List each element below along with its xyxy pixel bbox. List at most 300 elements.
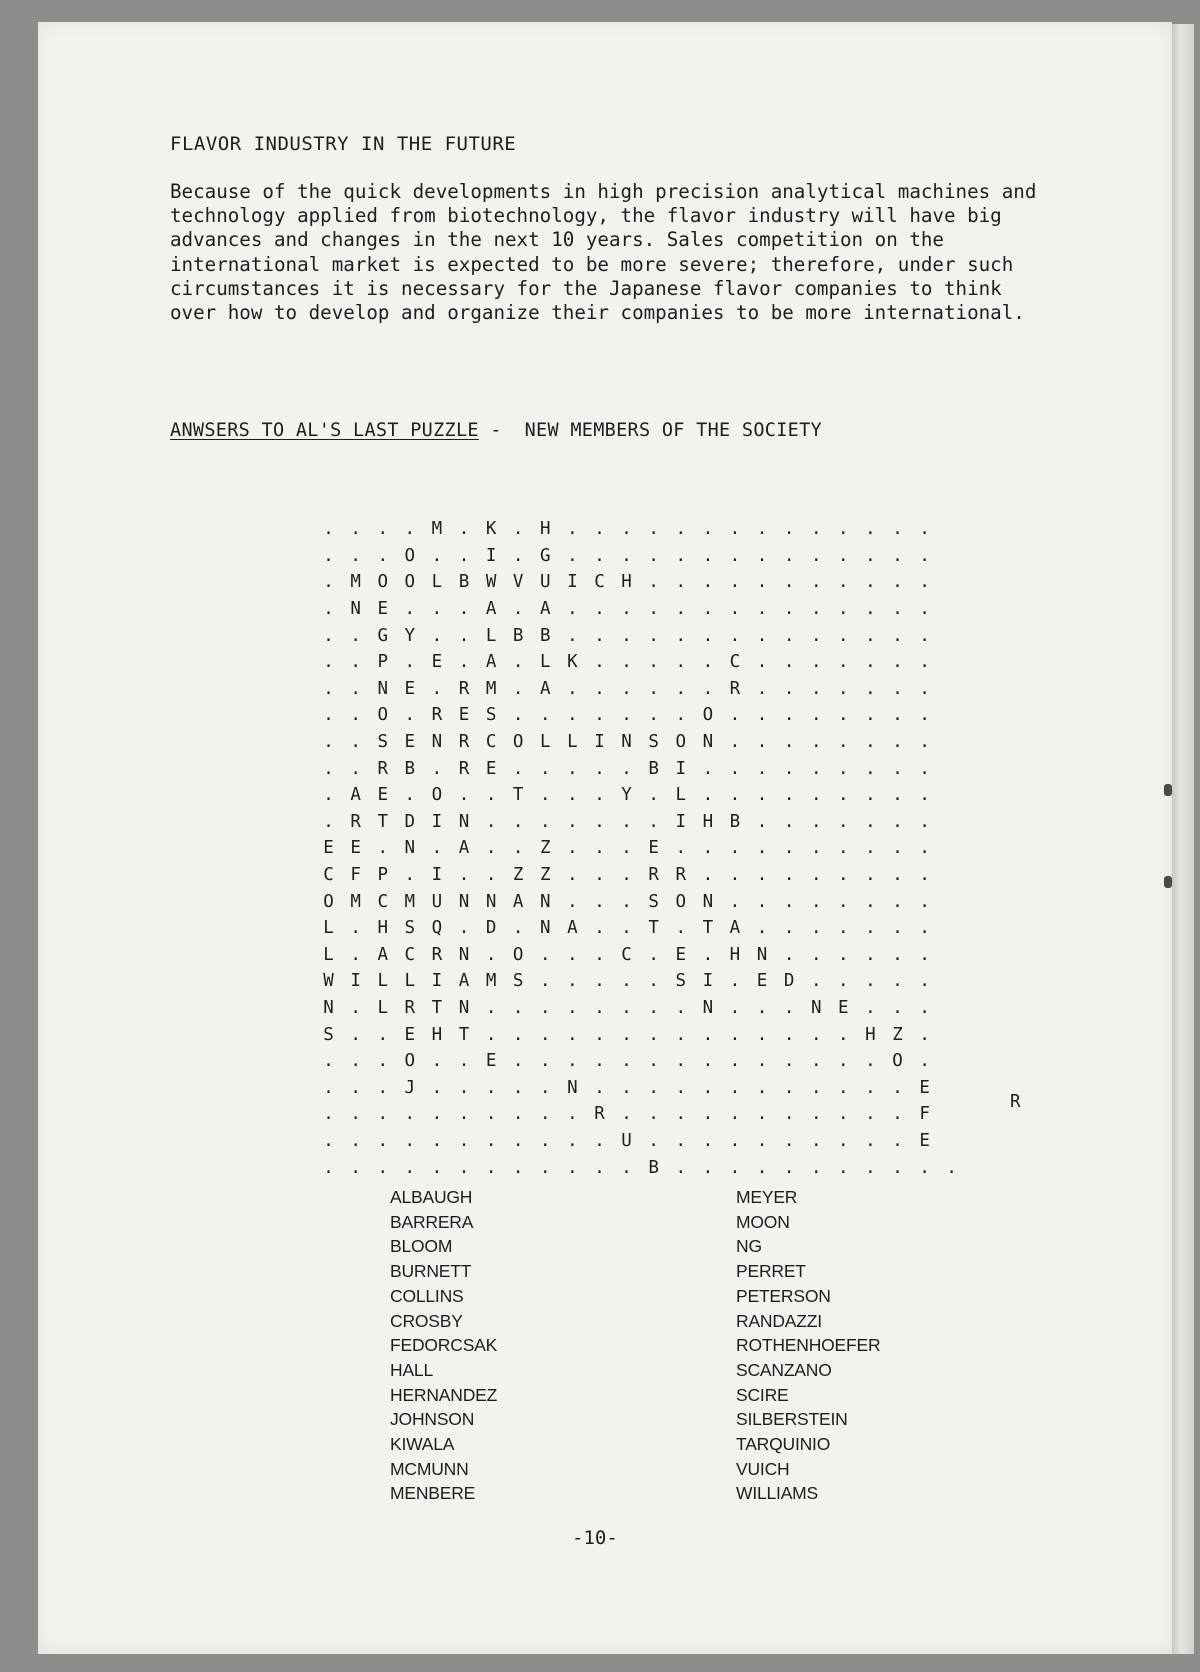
grid-cell: . — [810, 944, 822, 965]
grid-cell: O — [404, 545, 416, 566]
grid-cell: . — [512, 1024, 524, 1045]
grid-cell: . — [431, 758, 443, 779]
grid-cell: D — [404, 811, 416, 832]
grid-cell: . — [621, 678, 632, 699]
grid-cell: . — [377, 1024, 388, 1045]
grid-cell: E — [404, 732, 416, 753]
grid-row — [315, 569, 965, 596]
grid-cell: A — [458, 838, 470, 859]
grid-cell: . — [783, 865, 795, 886]
grid-cell: . — [594, 1130, 605, 1151]
grid-cell: . — [919, 1024, 930, 1045]
grid-row — [315, 862, 965, 889]
grid-cell: . — [729, 785, 741, 806]
grid-cell: . — [783, 758, 795, 779]
grid-cell: . — [838, 1130, 849, 1151]
grid-cell: . — [810, 1130, 822, 1151]
grid-row — [315, 942, 965, 969]
grid-cell: . — [512, 997, 524, 1018]
grid-cell: . — [431, 1104, 443, 1125]
grid-cell: M — [485, 971, 497, 992]
grid-cell: . — [838, 811, 849, 832]
member-name: BURNETT — [390, 1261, 472, 1282]
grid-cell: . — [838, 1104, 849, 1125]
grid-cell: . — [729, 997, 741, 1018]
grid-cell: A — [377, 944, 388, 965]
grid-cell: F — [350, 865, 361, 886]
grid-cell: B — [648, 758, 659, 779]
grid-cell: . — [729, 891, 741, 912]
grid-cell: . — [702, 1077, 714, 1098]
grid-cell: Y — [621, 785, 632, 806]
grid-cell: . — [648, 572, 659, 593]
grid-cell: . — [404, 1104, 416, 1125]
member-name: CROSBY — [390, 1310, 463, 1331]
grid-cell: . — [621, 1077, 632, 1098]
grid-cell: I — [702, 971, 714, 992]
grid-cell: L — [323, 944, 334, 965]
grid-cell: R — [458, 758, 470, 779]
grid-cell: . — [810, 1051, 822, 1072]
member-name: MENBERE — [390, 1483, 476, 1504]
grid-cell: . — [323, 1051, 334, 1072]
grid-cell: . — [485, 785, 497, 806]
grid-cell: . — [675, 599, 687, 620]
grid-cell: O — [377, 572, 388, 593]
member-name: SCIRE — [736, 1384, 789, 1405]
grid-cell: . — [512, 652, 524, 673]
grid-cell: . — [838, 891, 849, 912]
grid-cell: . — [919, 652, 930, 673]
grid-cell: . — [675, 918, 687, 939]
grid-cell: . — [540, 1051, 551, 1072]
grid-cell: . — [810, 625, 822, 646]
grid-cell: . — [675, 1104, 687, 1125]
grid-cell: . — [865, 758, 876, 779]
grid-cell: T — [431, 997, 443, 1018]
grid-cell: . — [919, 625, 930, 646]
grid-cell: L — [377, 971, 388, 992]
grid-cell: . — [729, 1024, 741, 1045]
grid-cell: O — [675, 732, 687, 753]
grid-cell: E — [323, 838, 334, 859]
grid-cell: Z — [540, 865, 551, 886]
grid-cell: . — [702, 944, 714, 965]
body-paragraph: Because of the quick developments in high precision analytical machines and technology applied from biotechnology, the flavor industry will have big advances and changes in the next 10 years. Sales competition on the international market is expected to be more severe; therefore, under such circumstances it is necessary for the Japanese flavor companies to think over how to develop and organize their companies to be more international. — [170, 180, 1037, 325]
grid-cell: . — [783, 1130, 795, 1151]
page-title: FLAVOR INDUSTRY IN THE FUTURE — [170, 133, 517, 155]
grid-cell: . — [567, 1157, 578, 1178]
grid-cell: E — [404, 1024, 416, 1045]
grid-cell: . — [892, 545, 903, 566]
grid-cell: . — [702, 865, 714, 886]
grid-cell: L — [567, 732, 578, 753]
grid-cell: . — [919, 678, 930, 699]
grid-cell: . — [783, 1157, 795, 1178]
grid-cell: M — [350, 891, 361, 912]
grid-cell: . — [756, 519, 768, 540]
grid-cell: . — [404, 785, 416, 806]
grid-cell: B — [512, 625, 524, 646]
grid-cell: . — [892, 519, 903, 540]
grid-cell: E — [350, 838, 361, 859]
grid-cell: . — [865, 1077, 876, 1098]
member-name: MCMUNN — [390, 1458, 469, 1479]
grid-cell: . — [810, 732, 822, 753]
grid-cell: . — [350, 1051, 361, 1072]
grid-cell: . — [512, 1051, 524, 1072]
grid-cell: . — [485, 865, 497, 886]
grid-cell: . — [512, 1130, 524, 1151]
grid-cell: . — [865, 865, 876, 886]
grid-cell: . — [919, 732, 930, 753]
grid-cell: . — [838, 545, 849, 566]
grid-cell: N — [431, 732, 443, 753]
grid-cell: Z — [892, 1024, 903, 1045]
grid-cell: . — [892, 918, 903, 939]
grid-cell: . — [323, 705, 334, 726]
grid-cell: . — [458, 545, 470, 566]
grid-cell: O — [431, 785, 443, 806]
grid-cell: T — [702, 918, 714, 939]
grid-cell: . — [729, 705, 741, 726]
grid-cell: . — [377, 519, 388, 540]
grid-cell: H — [431, 1024, 443, 1045]
grid-cell: . — [594, 997, 605, 1018]
grid-cell: . — [567, 944, 578, 965]
grid-cell: . — [323, 732, 334, 753]
binder-clip — [1164, 876, 1172, 888]
grid-cell: . — [729, 519, 741, 540]
grid-cell: . — [404, 865, 416, 886]
grid-row — [315, 1101, 965, 1128]
grid-cell: . — [540, 1104, 551, 1125]
grid-cell: S — [675, 971, 687, 992]
grid-cell: . — [648, 1024, 659, 1045]
grid-cell: . — [648, 519, 659, 540]
grid-cell: . — [919, 705, 930, 726]
grid-cell: W — [323, 971, 334, 992]
grid-cell: . — [567, 1104, 578, 1125]
grid-cell: N — [702, 997, 714, 1018]
grid-cell: . — [865, 625, 876, 646]
grid-row — [315, 543, 965, 570]
grid-cell: . — [458, 785, 470, 806]
grid-cell: . — [810, 1157, 822, 1178]
grid-cell: . — [729, 1051, 741, 1072]
grid-cell: . — [648, 678, 659, 699]
grid-cell: . — [919, 997, 930, 1018]
grid-cell: I — [431, 971, 443, 992]
grid-cell: . — [350, 519, 361, 540]
grid-cell: S — [485, 705, 497, 726]
grid-cell: . — [431, 1130, 443, 1151]
grid-cell: G — [540, 545, 551, 566]
grid-cell: . — [377, 1130, 388, 1151]
grid-cell: E — [485, 1051, 497, 1072]
grid-cell: . — [919, 811, 930, 832]
grid-cell: . — [729, 545, 741, 566]
grid-cell: B — [648, 1157, 659, 1178]
grid-cell: . — [810, 1077, 822, 1098]
grid-cell: . — [838, 519, 849, 540]
grid-cell: E — [485, 758, 497, 779]
grid-cell: J — [404, 1077, 416, 1098]
word-search-grid — [315, 516, 965, 1181]
grid-cell: . — [540, 1130, 551, 1151]
grid-cell: . — [323, 625, 334, 646]
grid-cell: . — [838, 652, 849, 673]
grid-cell: . — [648, 545, 659, 566]
grid-cell: . — [323, 1077, 334, 1098]
grid-cell: . — [892, 599, 903, 620]
grid-cell: . — [594, 944, 605, 965]
puzzle-heading — [170, 420, 822, 441]
grid-cell: . — [567, 971, 578, 992]
grid-cell: E — [838, 997, 849, 1018]
grid-cell: . — [648, 811, 659, 832]
grid-cell: . — [892, 1077, 903, 1098]
grid-cell: . — [377, 1157, 388, 1178]
grid-cell: . — [675, 1024, 687, 1045]
puzzle-heading-underlined: ANWSERS TO AL'S LAST PUZZLE — [170, 420, 479, 441]
grid-cell: . — [783, 652, 795, 673]
grid-cell: . — [567, 545, 578, 566]
grid-cell: . — [892, 838, 903, 859]
grid-cell: . — [540, 811, 551, 832]
grid-cell: . — [892, 732, 903, 753]
names-list-right — [736, 1185, 880, 1506]
grid-row — [315, 1154, 965, 1181]
grid-cell: N — [377, 678, 388, 699]
grid-cell: . — [756, 572, 768, 593]
grid-cell: O — [323, 891, 334, 912]
grid-cell: . — [648, 652, 659, 673]
grid-cell: . — [783, 785, 795, 806]
grid-cell: . — [919, 758, 930, 779]
grid-cell: . — [810, 545, 822, 566]
grid-cell: . — [729, 1157, 741, 1178]
grid-cell: . — [431, 625, 443, 646]
grid-cell: . — [377, 1051, 388, 1072]
member-name: MOON — [736, 1211, 790, 1232]
member-name: BLOOM — [390, 1236, 453, 1257]
grid-cell: . — [838, 1157, 849, 1178]
grid-cell: . — [540, 997, 551, 1018]
grid-cell: . — [892, 652, 903, 673]
grid-cell: P — [377, 652, 388, 673]
grid-cell: . — [729, 732, 741, 753]
grid-cell: A — [540, 599, 551, 620]
member-name: NG — [736, 1236, 762, 1257]
grid-cell: . — [729, 838, 741, 859]
grid-cell: C — [323, 865, 334, 886]
grid-cell: . — [594, 652, 605, 673]
grid-cell: . — [783, 519, 795, 540]
grid-cell: . — [567, 599, 578, 620]
grid-cell: . — [702, 519, 714, 540]
grid-cell: R — [648, 865, 659, 886]
member-name: RANDAZZI — [736, 1310, 822, 1331]
grid-cell: E — [458, 705, 470, 726]
grid-cell: N — [621, 732, 632, 753]
grid-cell: . — [512, 811, 524, 832]
grid-cell: . — [350, 997, 361, 1018]
grid-cell: . — [648, 785, 659, 806]
grid-cell: A — [350, 785, 361, 806]
grid-cell: N — [458, 997, 470, 1018]
grid-cell: E — [675, 944, 687, 965]
grid-cell: . — [567, 758, 578, 779]
grid-cell: . — [865, 785, 876, 806]
grid-cell: S — [377, 732, 388, 753]
grid-cell: . — [756, 545, 768, 566]
grid-cell: R — [675, 865, 687, 886]
grid-row — [315, 729, 965, 756]
grid-cell: R — [404, 997, 416, 1018]
grid-cell: . — [783, 838, 795, 859]
grid-cell: N — [350, 599, 361, 620]
grid-cell: . — [485, 997, 497, 1018]
grid-cell: . — [458, 599, 470, 620]
grid-cell: . — [621, 705, 632, 726]
grid-cell: . — [675, 997, 687, 1018]
grid-row — [315, 516, 965, 543]
grid-cell: R — [377, 758, 388, 779]
grid-cell: . — [512, 705, 524, 726]
grid-cell: . — [458, 1051, 470, 1072]
grid-cell: I — [594, 732, 605, 753]
grid-cell: N — [323, 997, 334, 1018]
grid-cell: C — [377, 891, 388, 912]
grid-cell: . — [621, 545, 632, 566]
grid-cell: . — [648, 599, 659, 620]
grid-cell: N — [540, 891, 551, 912]
grid-cell: . — [838, 918, 849, 939]
grid-cell: C — [621, 944, 632, 965]
grid-cell: D — [783, 971, 795, 992]
grid-cell: . — [404, 519, 416, 540]
grid-cell: C — [729, 652, 741, 673]
grid-cell: A — [540, 678, 551, 699]
grid-cell: H — [729, 944, 741, 965]
grid-cell: . — [512, 678, 524, 699]
grid-cell: . — [729, 625, 741, 646]
grid-cell: M — [350, 572, 361, 593]
grid-cell: . — [594, 811, 605, 832]
grid-cell: . — [621, 1157, 632, 1178]
grid-cell: . — [865, 652, 876, 673]
grid-cell: . — [621, 918, 632, 939]
grid-cell: . — [594, 1077, 605, 1098]
grid-cell: . — [512, 599, 524, 620]
grid-cell: L — [404, 971, 416, 992]
grid-cell: . — [865, 705, 876, 726]
grid-cell: . — [567, 705, 578, 726]
grid-cell: . — [865, 811, 876, 832]
grid-cell: . — [783, 1104, 795, 1125]
grid-cell: . — [512, 1157, 524, 1178]
grid-cell: . — [783, 944, 795, 965]
grid-cell: . — [594, 838, 605, 859]
member-name: COLLINS — [390, 1285, 464, 1306]
grid-cell: E — [404, 678, 416, 699]
grid-cell: . — [621, 1024, 632, 1045]
grid-cell: . — [756, 599, 768, 620]
grid-cell: O — [512, 944, 524, 965]
grid-cell: . — [567, 1130, 578, 1151]
grid-cell: L — [540, 652, 551, 673]
grid-cell: . — [350, 678, 361, 699]
grid-cell: . — [621, 758, 632, 779]
grid-cell: . — [540, 1077, 551, 1098]
grid-cell: A — [512, 891, 524, 912]
grid-cell: . — [431, 1157, 443, 1178]
grid-cell: . — [350, 918, 361, 939]
grid-cell: M — [404, 891, 416, 912]
grid-cell: E — [919, 1130, 930, 1151]
grid-cell: K — [567, 652, 578, 673]
grid-cell: . — [323, 678, 334, 699]
grid-cell: . — [675, 519, 687, 540]
grid-cell: . — [594, 625, 605, 646]
grid-cell: . — [783, 599, 795, 620]
grid-cell: . — [756, 1104, 768, 1125]
grid-cell: . — [810, 705, 822, 726]
grid-cell: . — [621, 891, 632, 912]
grid-cell: . — [323, 811, 334, 832]
grid-cell: . — [621, 1051, 632, 1072]
grid-cell: A — [567, 918, 578, 939]
grid-cell: N — [540, 918, 551, 939]
grid-cell: B — [404, 758, 416, 779]
grid-cell: . — [621, 865, 632, 886]
member-name: ROTHENHOEFER — [736, 1335, 881, 1356]
grid-cell: . — [458, 918, 470, 939]
grid-cell: . — [865, 1130, 876, 1151]
grid-cell: . — [350, 758, 361, 779]
grid-cell: . — [729, 599, 741, 620]
grid-cell: . — [567, 519, 578, 540]
grid-cell: . — [756, 678, 768, 699]
grid-cell: B — [540, 625, 551, 646]
grid-cell: . — [350, 944, 361, 965]
grid-cell: . — [485, 1104, 497, 1125]
grid-cell: O — [404, 572, 416, 593]
grid-row — [315, 649, 965, 676]
grid-cell: M — [431, 519, 443, 540]
grid-cell: . — [810, 1024, 822, 1045]
grid-cell: . — [756, 1157, 768, 1178]
grid-cell: . — [892, 625, 903, 646]
grid-cell: . — [838, 971, 849, 992]
grid-cell: . — [621, 625, 632, 646]
grid-cell: . — [729, 1104, 741, 1125]
grid-cell: W — [485, 572, 497, 593]
grid-cell: . — [675, 572, 687, 593]
grid-cell: N — [458, 944, 470, 965]
grid-cell: . — [892, 705, 903, 726]
grid-cell: . — [404, 1130, 416, 1151]
grid-cell: . — [919, 971, 930, 992]
grid-cell: . — [865, 838, 876, 859]
grid-cell: . — [675, 678, 687, 699]
grid-cell: . — [865, 918, 876, 939]
grid-cell: . — [838, 865, 849, 886]
grid-cell: . — [540, 971, 551, 992]
grid-cell: . — [756, 1130, 768, 1151]
grid-cell: . — [485, 1024, 497, 1045]
